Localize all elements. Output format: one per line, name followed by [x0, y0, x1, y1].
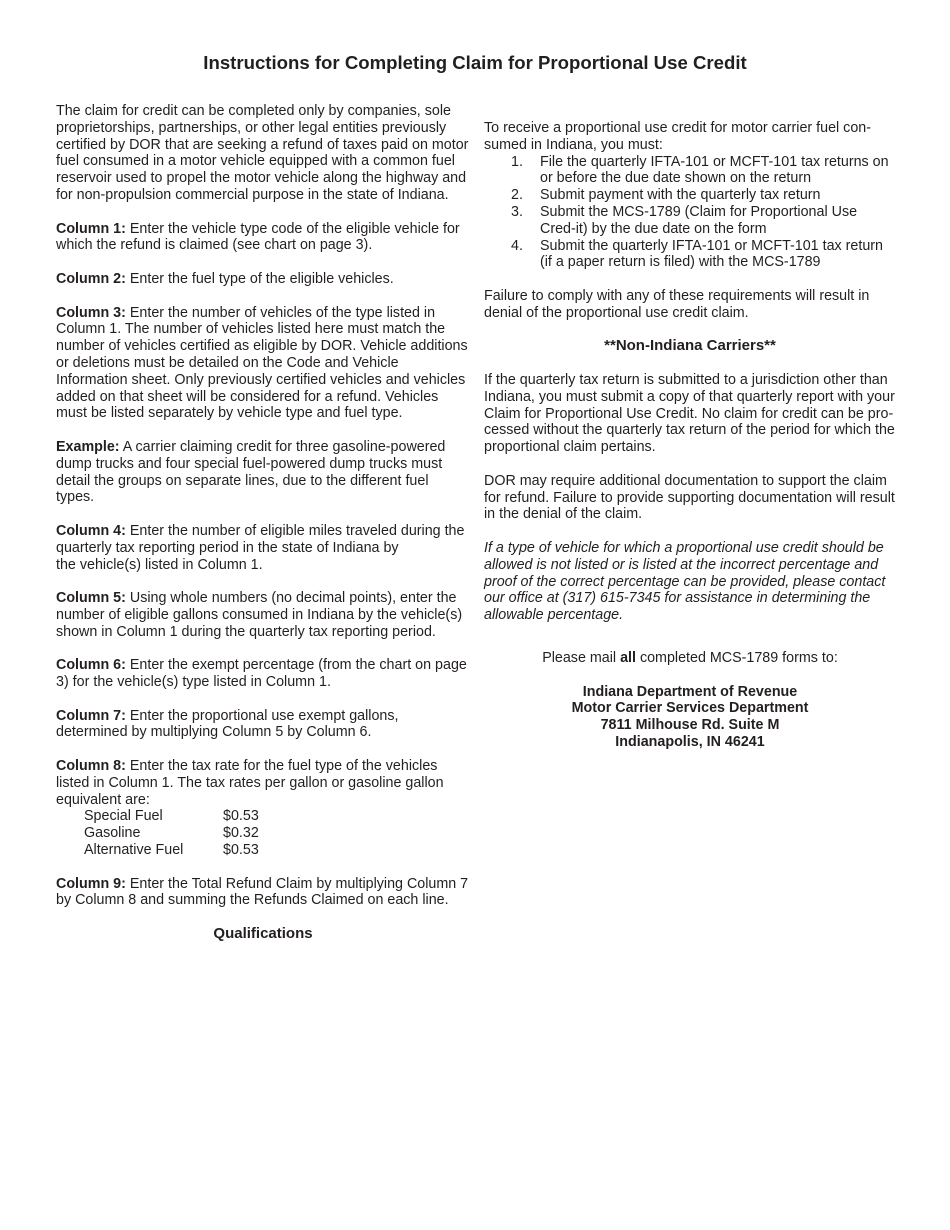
requirement-number: 2. [511, 187, 523, 204]
intro-paragraph: The claim for credit can be completed only by companies, sole proprietorships, partnerships, or other legal entities previously certified by DOR that are seeking a refund of taxes paid on motor fuel consumed in a motor vehicle equipped with a common fuel reservoir used to propel the motor vehicle along the highway and for non-propulsion commercial purpose in the state of Indiana. [56, 103, 469, 203]
requirement-item [484, 154, 896, 188]
column-5-instruction [56, 590, 470, 640]
requirement-text: Submit the MCS-1789 (Claim for Proportional Use Cred-it) by the due date on the form [540, 203, 858, 237]
requirement-item [484, 187, 896, 204]
column-9-label: Column 9: [56, 875, 126, 892]
column-6-label: Column 6: [56, 657, 126, 674]
mail-pre: Please mail [542, 649, 621, 666]
column-4-text-continued: the vehicle(s) listed in Column 1. [56, 556, 263, 573]
column-6-text: Enter the exempt percentage (from the chart on page 3) for the vehicle(s) type listed in Column 1. [56, 657, 467, 691]
tax-rate-table [56, 808, 470, 858]
example-paragraph [56, 439, 470, 506]
column-7-instruction [56, 708, 470, 742]
column-9-instruction [56, 876, 470, 910]
column-8-text: Enter the tax rate for the fuel type of the vehicles listed in Column 1. The tax rates per gallon or gasoline gallon equivalent are: [56, 758, 444, 808]
requirement-text: Submit payment with the quarterly tax return [540, 187, 821, 204]
requirements-list [484, 154, 896, 272]
vehicle-percentage-note: If a type of vehicle for which a proportional use credit should be allowed is not listed or is listed at the incorrect percentage and proof of the correct percentage can be provided, please contact our office at (317) 615-7345 for assistance in determining the allowable percentage. [484, 539, 886, 624]
address-line: Motor Carrier Services Department [571, 700, 809, 717]
fuel-rate: $0.53 [223, 808, 259, 825]
column-7-text: Enter the proportional use exempt gallons, determined by multiplying Column 5 by Column 6. [56, 707, 399, 741]
mail-bold: all [620, 649, 636, 666]
column-4-label: Column 4: [56, 522, 126, 539]
column-5-text: Using whole numbers (no decimal points), enter the number of eligible gallons consumed in Indiana by the vehicle(s) shown in Column 1 during the quarterly tax reporting period. [56, 590, 463, 640]
column-5-label: Column 5: [56, 590, 126, 607]
dor-paragraph: DOR may require additional documentation to support the claim for refund. Failure to provide supporting documentation will result in the denial of the claim. [484, 472, 895, 523]
column-1-label: Column 1: [56, 220, 126, 237]
requirement-text: Submit the quarterly IFTA-101 or MCFT-101 tax return (if a paper return is filed) with the MCS-1789 [540, 237, 883, 271]
fuel-rate: $0.53 [223, 842, 259, 859]
address-line: Indiana Department of Revenue [582, 683, 798, 700]
column-2-instruction [56, 271, 470, 288]
tax-rate-row [84, 825, 470, 842]
mailing-address [484, 684, 896, 751]
example-label: Example: [56, 438, 120, 455]
column-2-label: Column 2: [56, 270, 126, 287]
column-1-text: Enter the vehicle type code of the eligible vehicle for which the refund is claimed (see chart on page 3). [56, 220, 460, 254]
column-3-label: Column 3: [56, 304, 126, 321]
example-text: A carrier claiming credit for three gasoline-powered dump trucks and four special fuel-powered dump trucks must detail the groups on separate lines, due to the different fuel types. [56, 438, 446, 506]
qualifications-heading: Qualifications [213, 925, 313, 943]
column-2-text: Enter the fuel type of the eligible vehicles. [125, 270, 394, 287]
column-9-text: Enter the Total Refund Claim by multiplying Column 7 by Column 8 and summing the Refunds Claimed on each line. [56, 875, 469, 909]
column-4-text: Enter the number of eligible miles traveled during the quarterly tax reporting period in the state of Indiana by [56, 522, 465, 556]
tax-rate-row [84, 842, 470, 859]
fuel-type: Special Fuel [84, 808, 163, 825]
mail-instruction [484, 650, 896, 667]
left-column [56, 103, 470, 960]
column-3-text: Enter the number of vehicles of the type listed in Column 1. The number of vehicles listed here must match the number of vehicles certified as eligible by DOR. Vehicle additions or deletions must be detailed on the Code and Vehicle Information sheet. Only previously certified vehicles and vehicles added on that sheet will be considered for a refund. Vehicles must be listed separately by vehicle type and fuel type. [56, 304, 468, 422]
requirement-number: 4. [511, 237, 523, 254]
mail-post: completed MCS-1789 forms to: [635, 649, 838, 666]
column-8-instruction [56, 758, 470, 808]
requirement-number: 3. [511, 203, 523, 220]
address-line: 7811 Milhouse Rd. Suite M [600, 717, 780, 734]
non-indiana-heading: **Non-Indiana Carriers** [604, 337, 776, 355]
page-title: Instructions for Completing Claim for Proportional Use Credit [203, 52, 747, 73]
right-column [484, 120, 896, 751]
failure-paragraph: Failure to comply with any of these requirements will result in denial of the proportional use credit claim. [484, 287, 870, 321]
requirement-item [484, 204, 896, 238]
requirement-text: File the quarterly IFTA-101 or MCFT-101 tax returns on or before the due date shown on the return [540, 153, 889, 187]
requirement-item [484, 238, 896, 272]
column-7-label: Column 7: [56, 707, 126, 724]
fuel-type: Gasoline [84, 825, 141, 842]
fuel-rate: $0.32 [223, 825, 259, 842]
column-6-instruction [56, 657, 470, 691]
column-4-instruction [56, 523, 470, 573]
address-line: Indianapolis, IN 46241 [615, 733, 765, 750]
column-8-label: Column 8: [56, 758, 126, 775]
column-3-instruction [56, 305, 470, 423]
receive-intro: To receive a proportional use credit for motor carrier fuel con-sumed in Indiana, you must: [484, 120, 871, 153]
non-indiana-paragraph: If the quarterly tax return is submitted to a jurisdiction other than Indiana, you must submit a copy of that quarterly report with your Claim for Proportional Use Credit. No claim for credit can be pro-cessed without the quarterly tax return of the period for which the proportional claim pertains. [484, 371, 895, 456]
column-1-instruction [56, 221, 470, 255]
fuel-type: Alternative Fuel [84, 842, 184, 859]
requirement-number: 1. [511, 153, 523, 170]
tax-rate-row [84, 808, 470, 825]
